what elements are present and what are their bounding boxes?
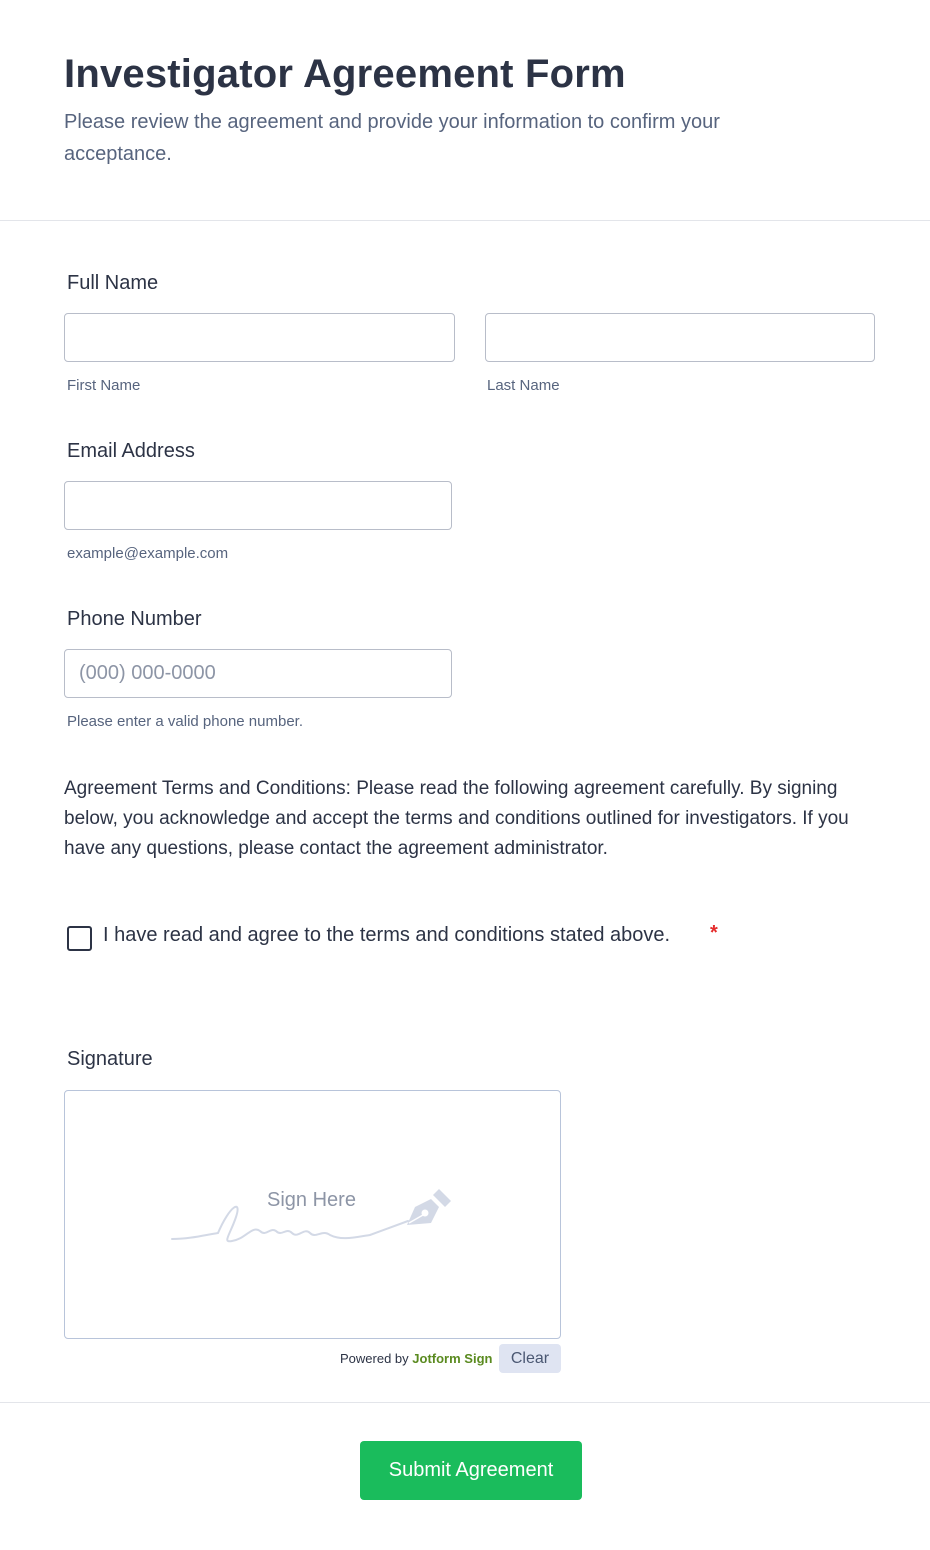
form-header [0,0,930,221]
agree-checkbox[interactable] [67,926,92,951]
pen-nib-icon [405,1185,453,1231]
last-name-sublabel: Last Name [487,377,560,394]
agree-label[interactable]: I have read and agree to the terms and conditions stated above. [103,924,671,946]
page-subtitle: Please review the agreement and provide your information to confirm your acceptance. [64,111,720,165]
sign-here-placeholder: Sign Here [267,1189,356,1211]
full-name-label: Full Name [67,272,159,294]
page-title: Investigator Agreement Form [64,52,626,96]
required-asterisk: * [710,922,718,944]
clear-signature-button[interactable]: Clear [499,1344,561,1373]
powered-by [340,1351,492,1366]
powered-brand: Jotform Sign [412,1351,493,1366]
terms-text: Agreement Terms and Conditions: Please read the following agreement carefully. By signing below, you acknowledge and accept the terms and conditions outlined for investigators. If you have any questions, please contact the agreement administrator. [64,778,849,859]
first-name-sublabel: First Name [67,377,141,394]
signature-label: Signature [67,1048,153,1070]
email-input[interactable] [64,481,452,530]
phone-sublabel: Please enter a valid phone number. [67,713,303,730]
last-name-input[interactable] [485,313,875,362]
email-label: Email Address [67,440,195,462]
email-sublabel: example@example.com [67,545,229,562]
first-name-input[interactable] [64,313,455,362]
signature-pad[interactable] [64,1090,561,1339]
phone-input[interactable] [64,649,452,698]
phone-label: Phone Number [67,608,202,630]
powered-prefix: Powered by [340,1351,409,1366]
submit-button[interactable]: Submit Agreement [360,1441,582,1500]
footer-divider [0,1402,930,1403]
